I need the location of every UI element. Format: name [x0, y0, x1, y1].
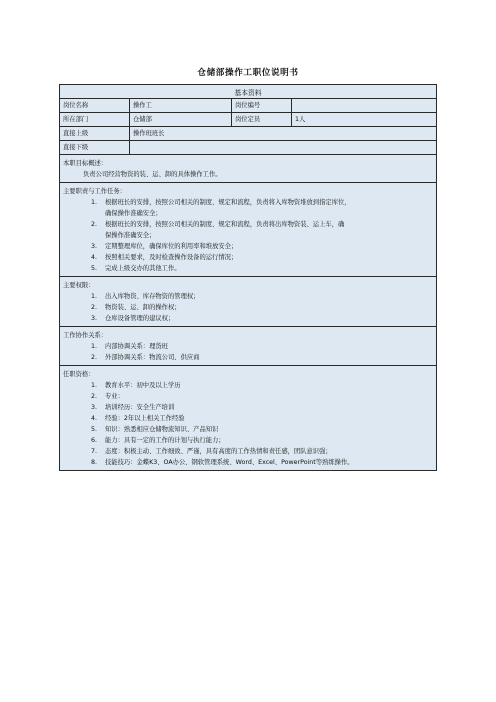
relation-text: 内部协调关系：理货班: [105, 343, 168, 350]
qualification-item: [63, 380, 433, 391]
authority-text: 物资装、运、卸的操作权；: [105, 304, 181, 311]
duty-text-continued: 保操作准确安全；: [105, 232, 156, 239]
qualification-num: 2.: [91, 393, 98, 400]
authority-item: [63, 313, 433, 324]
row-department: [60, 113, 436, 127]
duty-text: 完成上级交办的其他工作。: [105, 265, 181, 272]
relations-section: [60, 327, 436, 366]
relation-num: 2.: [91, 354, 98, 361]
qualification-num: 5.: [91, 426, 98, 433]
document-title: 仓储部操作工职位说明书: [197, 68, 299, 78]
duty-text: 根据班长的安排，按照公司相关的制度、规定和流程，负责将出库物资装、运上车，确: [105, 221, 345, 228]
relation-text: 外部协调关系：物流公司、供应商: [105, 354, 200, 361]
authority-num: 1.: [91, 293, 98, 300]
duty-item: [63, 263, 433, 274]
qualification-num: 7.: [91, 448, 98, 455]
qualification-item: [63, 457, 433, 468]
duty-item: [63, 241, 433, 252]
superior-label: 直接上级: [60, 127, 130, 140]
relation-item: [63, 341, 433, 352]
qualification-text: 专业：: [105, 393, 124, 400]
authority-num: 2.: [91, 304, 98, 311]
department-value: 仓储部: [130, 113, 232, 126]
basic-info-header: [60, 85, 436, 99]
duties-title: 主要职责与工作任务：: [63, 188, 126, 195]
authority-num: 3.: [91, 315, 98, 322]
summary-title: 本职目标概述：: [63, 160, 108, 167]
row-position-name: [60, 99, 436, 113]
row-subordinate: [60, 141, 436, 155]
qualification-text: 经验：2年以上相关工作经验: [105, 415, 185, 422]
qualification-item: [63, 413, 433, 424]
job-description-table: [59, 84, 437, 471]
position-name-value: 操作工: [130, 99, 232, 112]
duty-num: 5.: [91, 265, 98, 272]
headcount-value: 1人: [295, 116, 306, 123]
duty-num: 1.: [91, 199, 98, 206]
qualification-num: 3.: [91, 404, 98, 411]
superior-value: 操作班班长: [133, 130, 165, 137]
qualification-item: [63, 435, 433, 446]
authority-item: [63, 291, 433, 302]
qualifications-section: [60, 366, 436, 470]
relations-title: 工作协作关系：: [63, 332, 108, 339]
subordinate-value: [130, 141, 436, 154]
position-code-label: 岗位编号: [232, 99, 292, 112]
summary-text: 负责公司经营物资的装、运、卸的具体操作工作。: [83, 171, 222, 178]
duty-text: 按照相关要求，及时检查操作设备的运行情况；: [105, 254, 238, 261]
authority-item: [63, 302, 433, 313]
duty-item: [63, 252, 433, 263]
duty-text: 根据班长的安排，按照公司相关的制度、规定和流程，负责将入库物资堆放到指定库位，: [105, 199, 351, 206]
qualifications-title: 任职资格：: [63, 371, 95, 378]
qualification-item: [63, 446, 433, 457]
authority-section: [60, 277, 436, 327]
authority-text: 仓库设备管理的建议权；: [105, 315, 175, 322]
qualification-text: 教育水平：初中及以上学历: [105, 382, 181, 389]
subordinate-label: 直接下级: [60, 141, 130, 154]
qualification-item: [63, 402, 433, 413]
qualification-text: 培训经历：安全生产培训: [105, 404, 175, 411]
qualification-item: [63, 391, 433, 402]
headcount-label: 岗位定员: [232, 113, 292, 126]
qualification-text: 态度：积极主动、工作细致、严谨，具有高度的工作热情和责任感，团队意识强；: [105, 448, 332, 455]
position-name-label: 岗位名称: [60, 99, 130, 112]
qualification-num: 1.: [91, 382, 98, 389]
department-label: 所在部门: [60, 113, 130, 126]
duties-section: [60, 183, 436, 277]
qualification-num: 4.: [91, 415, 98, 422]
duty-text: 定期整理库位，确保库位的利用率和堆放安全；: [105, 243, 238, 250]
relation-item: [63, 352, 433, 363]
duty-num: 4.: [91, 254, 98, 261]
qualification-text: 知识：熟悉相应仓储物流知识、产品知识: [105, 426, 219, 433]
qualification-num: 8.: [91, 459, 98, 466]
qualification-num: 6.: [91, 437, 98, 444]
authority-text: 出入库物资、库存物资的管理权；: [105, 293, 200, 300]
duty-text-continued: 确保操作准确安全；: [105, 210, 162, 217]
relation-num: 1.: [91, 343, 98, 350]
duty-item: [63, 219, 433, 230]
summary-section: [60, 155, 436, 183]
basic-info-header-label: 基本资料: [234, 88, 262, 97]
duty-item: [63, 197, 433, 208]
duty-num: 2.: [91, 221, 98, 228]
qualification-item: [63, 424, 433, 435]
qualification-text: 技能技巧：金蝶K3、OA办公、钢软管理系统、Word、Excel、PowerPoint等熟练操作。: [105, 459, 354, 466]
duty-num: 3.: [91, 243, 98, 250]
position-code-value: [292, 99, 436, 112]
authority-title: 主要权限：: [63, 282, 95, 289]
row-superior: [60, 127, 436, 141]
qualification-text: 能力：具有一定的工作的计划与执行能力；: [105, 437, 225, 444]
